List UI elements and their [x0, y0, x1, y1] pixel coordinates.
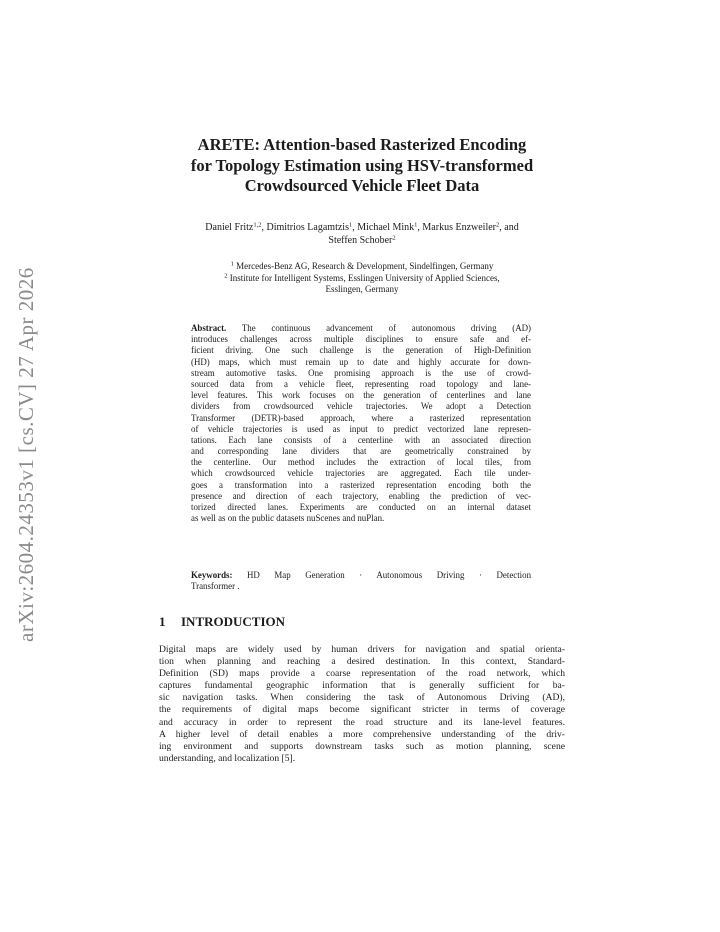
paragraph-line: understanding, and localization [5].: [159, 752, 296, 764]
author-separator: , and: [499, 222, 519, 233]
abstract-line: the centerline. Our method includes the extraction of local tiles, from: [191, 457, 531, 468]
paragraph-line: the requirements of digital maps become significant stricter in terms of coverage: [159, 704, 565, 716]
paragraph-line: sic navigation tasks. When considering the task of Autonomous Driving (AD),: [159, 692, 565, 704]
author-affiliation-mark: 1: [414, 221, 418, 229]
keywords-line: Transformer .: [191, 581, 240, 592]
author-affiliation-mark: 1,2: [253, 221, 262, 229]
abstract-line: Transformer (DETR)-based approach, where a rasterized representation: [191, 412, 531, 423]
abstract-line: [191, 323, 531, 334]
abstract-line: torized directed lanes. Experiments are conducted on an internal dataset: [191, 502, 531, 512]
title-line: ARETE: Attention-based Rasterized Encoding: [197, 135, 527, 154]
author-affiliation-mark: 2: [496, 221, 500, 229]
abstract-line: of vehicle trajectories is used as input to predict vectorized lane represen-: [191, 423, 531, 434]
affiliation-text: Institute for Intelligent Systems, Esslingen University of Applied Sciences,: [229, 272, 500, 283]
abstract-line: sourced data from a vehicle fleet, representing road topology and lane-: [191, 378, 531, 389]
affiliation-line: [160, 273, 564, 285]
affiliation-mark: 2: [224, 272, 228, 279]
abstract-line: presence and direction of each trajectory, enabling the prediction of vec-: [191, 490, 531, 501]
author-name: Daniel Fritz: [205, 222, 254, 233]
affiliation-text: Mercedes-Benz AG, Research & Development, Sindelfingen, Germany: [236, 261, 494, 271]
keywords: [191, 570, 531, 592]
abstract: [191, 323, 531, 524]
author-name: Steffen Schober: [328, 235, 393, 246]
paragraph-line: captures fundamental geographic information that is generally sufficient for ba-: [159, 680, 565, 692]
paragraph-line: A higher level of detail enables a more comprehensive understanding of the driv-: [159, 728, 565, 740]
author-affiliation-mark: 1: [348, 221, 353, 229]
section-number: 1: [159, 614, 166, 629]
paper-title: [140, 135, 584, 197]
paragraph-line: ing environment and supports downstream tasks such as motion planning, scene: [159, 740, 565, 752]
keywords-label: Keywords:: [191, 570, 233, 580]
introduction-paragraph: [159, 644, 565, 765]
affiliation-line: [160, 261, 564, 273]
paragraph-line: Definition (SD) maps provide a coarse representation of the road network, which: [159, 668, 565, 680]
affiliation-list: [160, 261, 564, 296]
paragraph-line: Digital maps are widely used by human drivers for navigation and spatial orienta-: [159, 644, 565, 655]
affiliation-text: Esslingen, Germany: [325, 284, 399, 294]
author-affiliation-mark: 2: [392, 234, 396, 242]
author-list: [150, 221, 574, 247]
title-line: for Topology Estimation using HSV-transformed: [190, 155, 534, 175]
keywords-line: [191, 570, 531, 581]
abstract-line: introduces challenges across multiple disciplines to ensure safe and ef-: [191, 334, 531, 345]
abstract-line: as well as on the public datasets nuScenes and nuPlan.: [191, 513, 385, 524]
section-heading: [159, 614, 579, 630]
abstract-line: which crowdsourced vehicle trajectories are aggregated. Each tile under-: [191, 468, 531, 479]
abstract-line: and corresponding lane dividers that are geometrically constrained by: [191, 446, 531, 457]
abstract-text: The continuous advancement of autonomous driving (AD): [241, 323, 531, 333]
paragraph-line: tion when planning and reaching a desired destination. In this context, Standard-: [159, 656, 565, 668]
arxiv-identifier-stamp[interactable]: arXiv:2604.24353v1 [cs.CV] 27 Apr 2026: [14, 267, 38, 642]
abstract-line: goes a transformation into a rasterized representation encoding both the: [191, 479, 531, 490]
author-name: , Markus Enzweiler: [417, 222, 496, 233]
abstract-line: dividers from crowdsourced vehicle trajectories. We adopt a Detection: [191, 401, 531, 412]
abstract-line: tations. Each lane consists of a centerline with an associated direction: [191, 434, 531, 445]
abstract-label: Abstract.: [191, 323, 227, 333]
abstract-line: ficient driving. One such challenge is the generation of High-Definition: [191, 345, 531, 356]
affiliation-mark: 1: [230, 260, 234, 268]
author-name: , Dimitrios Lagamtzis: [261, 222, 349, 233]
paragraph-line: and accuracy in order to represent the road structure and its lane-level features.: [159, 716, 565, 728]
abstract-line: (HD) maps, which must remain up to date and highly accurate for down-: [191, 356, 531, 367]
abstract-line: stream automotive tasks. One promising approach is the use of crowd-: [191, 367, 531, 378]
abstract-line: level features. This work focuses on the generation of centerlines and lane: [191, 390, 531, 401]
section-title: INTRODUCTION: [181, 614, 286, 629]
affiliation-line: [160, 284, 564, 296]
author-name: , Michael Mink: [352, 222, 415, 233]
title-line: Crowdsourced Vehicle Fleet Data: [244, 176, 480, 195]
keywords-text: HD Map Generation · Autonomous Driving · Detection: [247, 570, 532, 580]
